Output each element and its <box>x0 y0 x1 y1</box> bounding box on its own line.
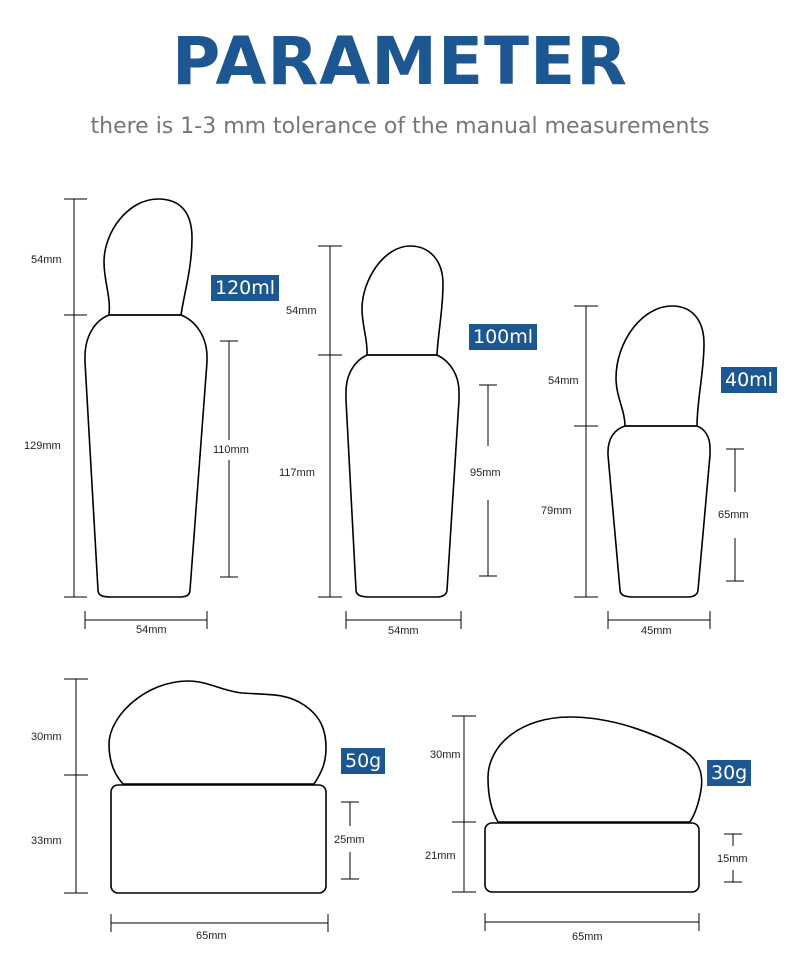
total-height-label-50g: 33mm <box>31 835 62 847</box>
bottle-100ml <box>346 246 459 597</box>
total-height-label-30g: 21mm <box>425 850 456 862</box>
dim-lines-100ml <box>318 246 497 629</box>
body-height-label-40ml: 65mm <box>718 509 749 521</box>
width-label-30g: 65mm <box>572 931 603 943</box>
jar-50g-body <box>111 785 326 893</box>
total-height-label-40ml: 79mm <box>541 505 572 517</box>
capacity-badge-50g: 50g <box>341 748 385 774</box>
page-title: PARAMETER <box>172 23 628 100</box>
width-label-40ml: 45mm <box>641 625 672 637</box>
bottle-40ml <box>608 306 710 597</box>
total-height-label-120ml: 129mm <box>24 440 61 452</box>
cap-height-label-100ml: 54mm <box>286 305 317 317</box>
width-label-100ml: 54mm <box>388 625 419 637</box>
width-label-50g: 65mm <box>196 930 227 942</box>
bottle-100ml-cap <box>362 246 443 355</box>
capacity-badge-40ml: 40ml <box>721 367 777 393</box>
cap-height-label-120ml: 54mm <box>31 254 62 266</box>
bottle-40ml-cap <box>616 306 704 426</box>
bottle-40ml-body <box>608 426 710 597</box>
body-height-label-30g: 15mm <box>717 853 748 865</box>
cap-height-label-30g: 30mm <box>430 749 461 761</box>
cap-height-label-40ml: 54mm <box>548 375 579 387</box>
jar-50g <box>109 681 326 893</box>
body-height-label-100ml: 95mm <box>470 467 501 479</box>
dim-lines-120ml <box>64 199 238 629</box>
capacity-badge-30g: 30g <box>707 760 751 786</box>
bottle-120ml-body <box>85 315 207 597</box>
dim-lines-40ml <box>574 306 744 629</box>
body-height-label-50g: 25mm <box>334 834 365 846</box>
jar-30g-cap <box>488 717 702 822</box>
capacity-badge-120ml: 120ml <box>211 275 279 301</box>
tolerance-note: there is 1-3 mm tolerance of the manual measurements <box>90 114 710 139</box>
jar-50g-cap <box>109 681 326 784</box>
jar-30g-body <box>485 823 699 892</box>
capacity-badge-100ml: 100ml <box>469 324 537 350</box>
width-label-120ml: 54mm <box>136 624 167 636</box>
total-height-label-100ml: 117mm <box>279 467 315 479</box>
cap-height-label-50g: 30mm <box>31 731 62 743</box>
body-height-label-120ml: 110mm <box>213 444 249 456</box>
bottle-100ml-body <box>346 355 459 597</box>
bottle-120ml-cap <box>104 199 192 315</box>
dim-lines-50g <box>64 679 359 932</box>
jar-30g <box>485 717 702 892</box>
bottle-120ml <box>85 199 207 597</box>
